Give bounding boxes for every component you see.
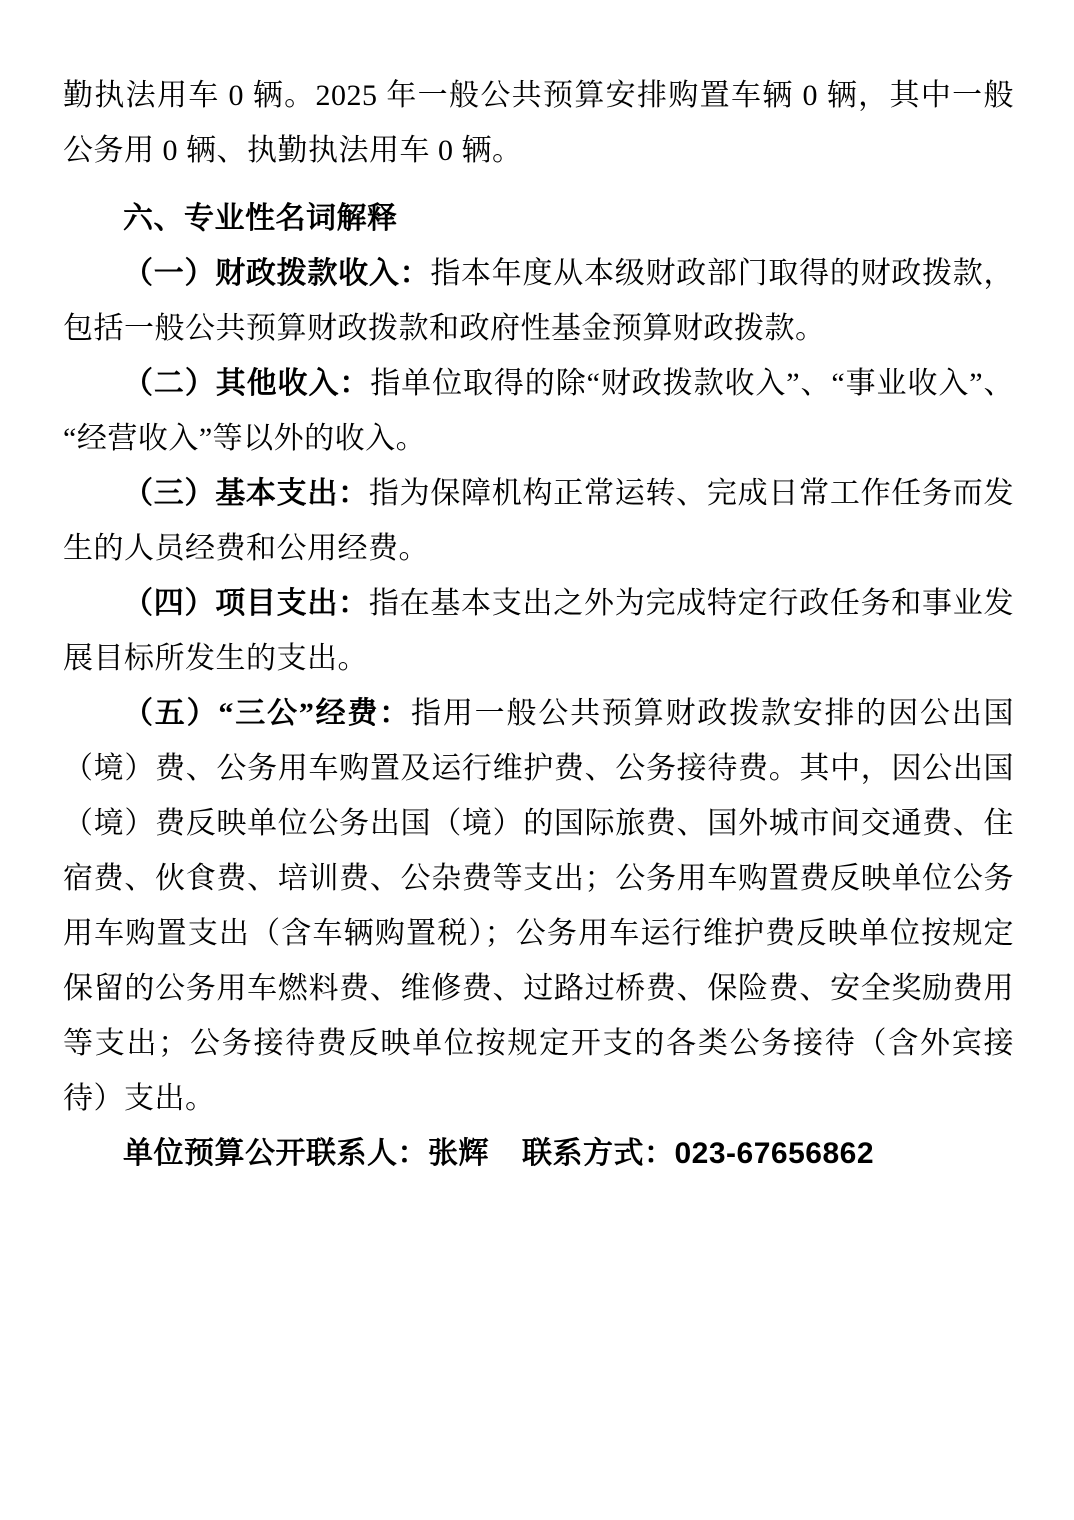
term-text-3: 指为保障机构正常运转、完成日常工作任务而发生的人员经费和公用经费。 [63,477,1015,565]
term-label-1: （一）财政拨款收入： [123,257,431,290]
term-text-2: 指单位取得的除“财政拨款收入”、“事业收入”、“经营收入”等以外的收入。 [63,367,1014,455]
contact-phone: 023-67656862 [674,1137,875,1170]
term-text-5: 指用一般公共预算财政拨款安排的因公出国（境）费、公务用车购置及运行维护费、公务接待费。其中，因公出国（境）费反映单位公务出国（境）的国际旅费、国外城市间交通费、住宿费、伙食费、培训费、公杂费等支出；公务用车购置费反映单位公务用车购置支出（含车辆购置税）；公务用车运行维护费反映单位按规定保留的公务用车燃料费、维修费、过路过桥费、保险费、安全奖励费用等支出；公务接待费反映单位按规定开支的各类公务接待（含外宾接待）支出。 [63,697,1015,1115]
section-heading: 六、专业性名词解释 [123,202,398,235]
term-paragraph-1 [63,246,1014,356]
contact-line [63,1126,1014,1181]
term-text-4: 指在基本支出之外为完成特定行政任务和事业发展目标所发生的支出。 [63,587,1015,675]
term-paragraph-5 [63,686,1014,1126]
contact-name: 张辉 [428,1137,489,1170]
term-paragraph-2 [63,356,1014,466]
term-text-1: 指本年度从本级财政部门取得的财政拨款，包括一般公共预算财政拨款和政府性基金预算财政拨款。 [63,257,1015,345]
intro-paragraph: 勤执法用车 0 辆。2025 年一般公共预算安排购置车辆 0 辆，其中一般公务用 0 辆、执勤执法用车 0 辆。 [63,79,1014,167]
term-label-2: （二）其他收入： [123,367,371,400]
term-label-5: （五）“三公”经费： [123,697,412,730]
document-body [63,68,1014,1181]
contact-label: 单位预算公开联系人： [123,1137,428,1170]
term-paragraph-4 [63,576,1014,686]
term-label-4: （四）项目支出： [123,587,369,620]
contact-method-label: 联系方式： [522,1137,675,1170]
term-label-3: （三）基本支出： [123,477,369,510]
term-paragraph-3 [63,466,1014,576]
